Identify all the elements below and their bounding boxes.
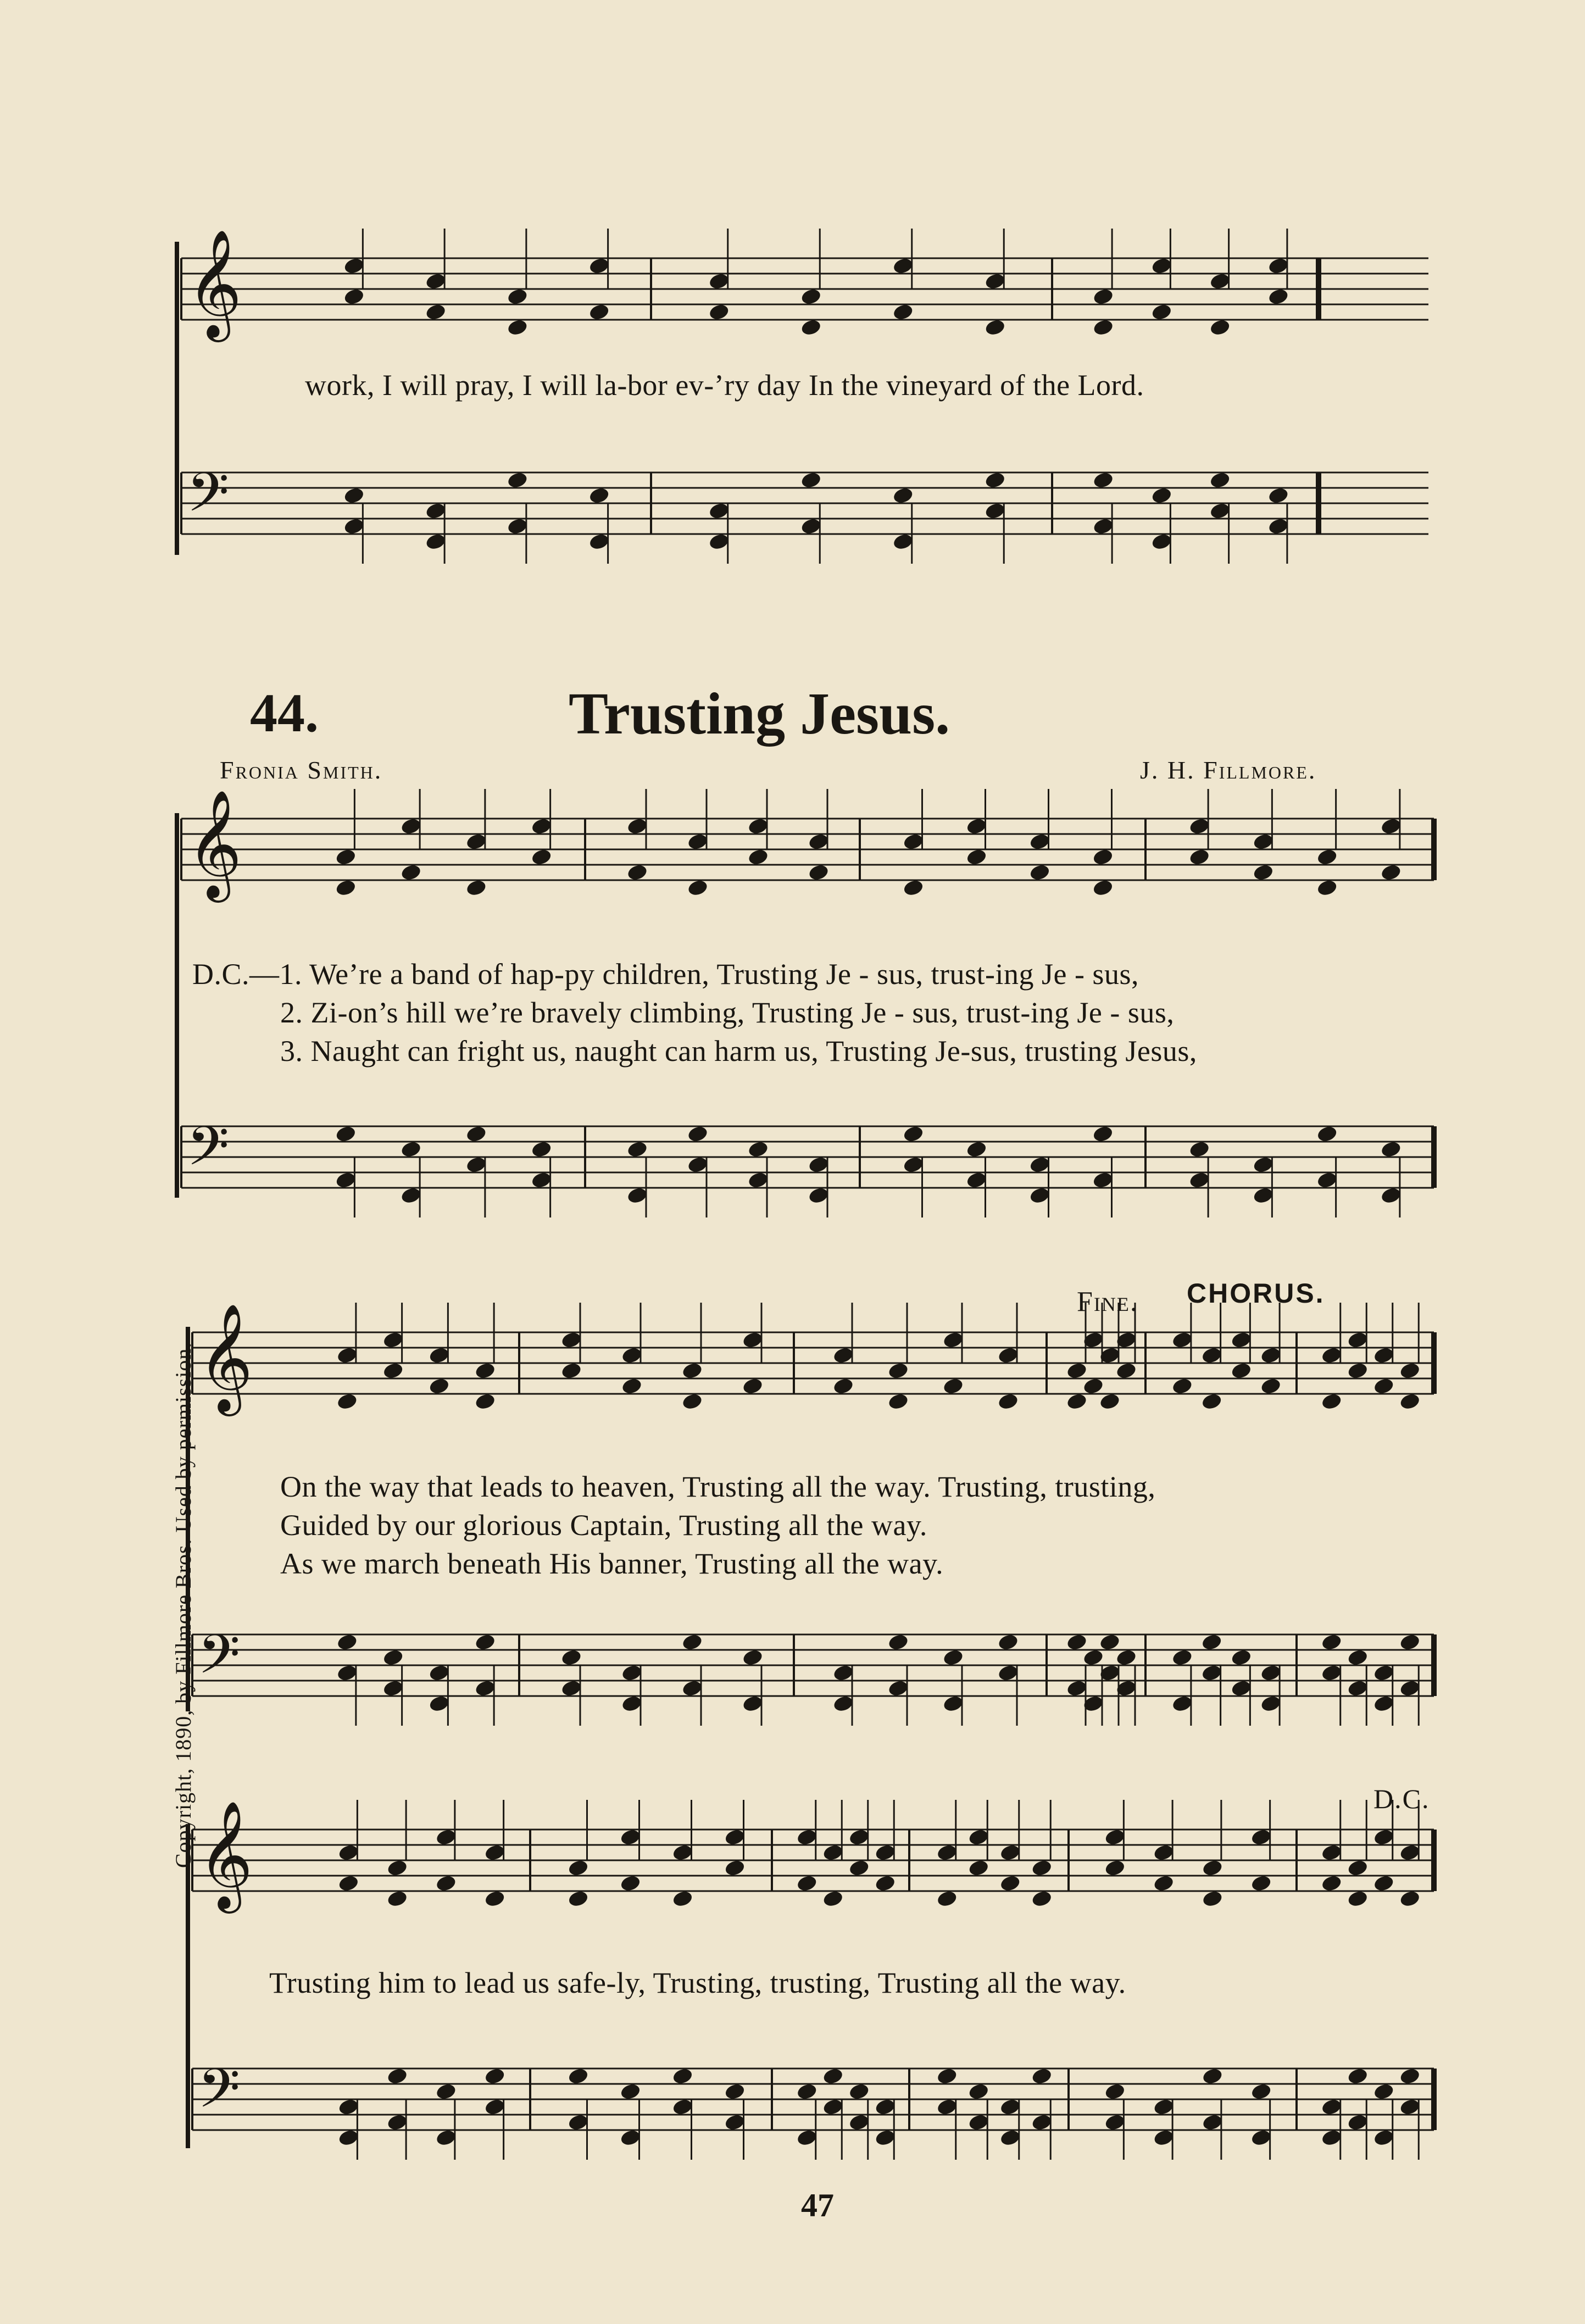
page-number: 47 xyxy=(801,2187,834,2223)
note-head xyxy=(874,2128,896,2147)
note-head xyxy=(1399,2098,1421,2116)
dc-marker: D.C. xyxy=(1373,1783,1430,1814)
note-head xyxy=(1250,2128,1272,2147)
note-head xyxy=(724,2113,746,2132)
note-head xyxy=(1104,2082,1126,2101)
note-head xyxy=(822,2067,844,2086)
note-head xyxy=(822,2098,844,2116)
note-head xyxy=(1153,2098,1175,2116)
treble-clef-icon: 𝄞 xyxy=(198,1303,253,1412)
note-head xyxy=(1104,2113,1126,2132)
hymn-title: Trusting Jesus. xyxy=(569,681,950,747)
note-head xyxy=(724,2082,746,2101)
treble-clef-icon: 𝄞 xyxy=(187,789,242,898)
chorus-label: CHORUS. xyxy=(1187,1278,1325,1309)
note-head xyxy=(796,2128,818,2147)
note-head xyxy=(671,2067,693,2086)
note-head xyxy=(386,2113,408,2132)
lyric-line: Guided by our glorious Captain, Trusting all the way. xyxy=(280,1509,927,1542)
lyric-line: On the way that leads to heaven, Trusting all the way. Trusting, trusting, xyxy=(280,1470,1156,1503)
bass-clef-icon: 𝄢 xyxy=(198,1623,241,1700)
bass-clef-icon: 𝄢 xyxy=(187,1115,230,1192)
note-head xyxy=(936,2067,958,2086)
lyric-line: work, I will pray, I will la-bor ev-’ry day In the vineyard of the Lord. xyxy=(305,369,1144,402)
note-head xyxy=(848,2082,870,2101)
note-head xyxy=(967,2082,989,2101)
note-head xyxy=(567,2067,589,2086)
note-head xyxy=(936,2098,958,2116)
verse-line: 3. Naught can fright us, naught can harm us, Trusting Je-sus, trusting Jesus, xyxy=(280,1035,1197,1068)
note-head xyxy=(1399,2067,1421,2086)
note-head xyxy=(1031,2113,1053,2132)
bass-clef-icon: 𝄢 xyxy=(187,461,230,538)
author-credit: Fronia Smith. xyxy=(220,756,383,784)
lyric-line: Trusting him to lead us safe-ly, Trusting, trusting, Trusting all the way. xyxy=(269,1966,1126,1999)
note-head xyxy=(671,2098,693,2116)
composer-credit: J. H. Fillmore. xyxy=(1140,756,1317,784)
note-head xyxy=(796,2082,818,2101)
lyric-line: As we march beneath His banner, Trusting all the way. xyxy=(280,1547,944,1580)
fine-marker: Fine. xyxy=(1077,1286,1138,1317)
note-head xyxy=(967,2113,989,2132)
note-head xyxy=(435,2128,457,2147)
bass-clef-icon: 𝄢 xyxy=(198,2057,241,2134)
note-head xyxy=(1250,2082,1272,2101)
note-head xyxy=(1202,2113,1223,2132)
note-head xyxy=(1321,2098,1343,2116)
note-head xyxy=(619,2128,641,2147)
note-head xyxy=(1031,2067,1053,2086)
verse-line: 2. Zi-on’s hill we’re bravely climbing, Trusting Je - sus, trust-ing Je - sus, xyxy=(280,996,1175,1029)
verse-line: D.C.—1. We’re a band of hap-py children, Trusting Je - sus, trust-ing Je - sus, xyxy=(192,958,1139,991)
note-head xyxy=(848,2113,870,2132)
note-head xyxy=(484,2067,506,2086)
copyright-notice: Copyright, 1890, by Fillmore Bros. Used by permission. xyxy=(171,1342,196,1868)
note-head xyxy=(337,2128,359,2147)
note-head xyxy=(386,2067,408,2086)
note-head xyxy=(1321,2128,1343,2147)
note-head xyxy=(1153,2128,1175,2147)
note-head xyxy=(874,2098,896,2116)
note-head xyxy=(1373,2082,1395,2101)
note-head xyxy=(619,2082,641,2101)
note-head xyxy=(337,2098,359,2116)
note-head xyxy=(1347,2067,1369,2086)
note-head xyxy=(1202,2067,1223,2086)
note-head xyxy=(435,2082,457,2101)
system-brace xyxy=(186,1824,190,2148)
hymn-number: 44. xyxy=(250,682,319,743)
note-head xyxy=(567,2113,589,2132)
note-head xyxy=(999,2128,1021,2147)
treble-clef-icon: 𝄞 xyxy=(198,1800,253,1909)
note-head xyxy=(1373,2128,1395,2147)
note-head xyxy=(1347,2113,1369,2132)
note-head xyxy=(484,2098,506,2116)
treble-clef-icon: 𝄞 xyxy=(187,229,242,338)
note-head xyxy=(999,2098,1021,2116)
